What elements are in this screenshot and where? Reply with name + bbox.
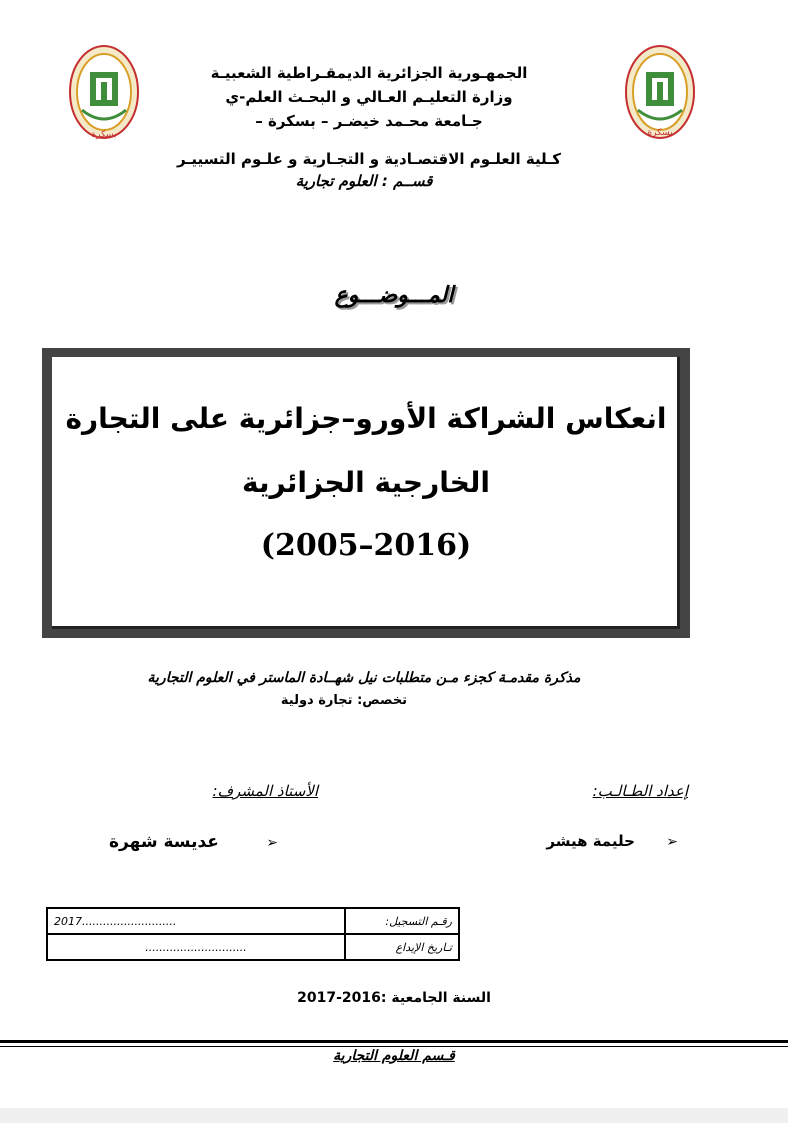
thesis-title-years: (2005–2016) <box>260 528 472 563</box>
table-row <box>47 908 459 934</box>
header-department: قســم : العلوم تجارية <box>295 172 433 190</box>
footer-rule-thick <box>0 1040 788 1043</box>
student-name: حليمة هيشر <box>546 832 635 850</box>
footer-department <box>0 1048 788 1064</box>
footer-rule-thin <box>0 1046 788 1047</box>
header-university: جـامعة محـمد خيضـر – بسكرة – <box>255 112 483 130</box>
university-logo-left <box>68 44 140 140</box>
student-entry <box>546 832 678 850</box>
arrow-bullet-icon: ➢ <box>266 835 278 851</box>
thesis-title-line-1: انعكاس الشراكة الأورو–جزائرية على التجارة <box>65 402 667 435</box>
thesis-title-line-2: الخارجية الجزائرية <box>242 466 490 499</box>
memo-description: مذكرة مقدمـة كجزء مـن متطلبات نيل شهــادة الماستر في العلوم التجارية <box>147 670 581 686</box>
header-faculty: كـلية العلـوم الاقتصـادية و التجـارية و علـوم التسييـر <box>176 150 562 168</box>
table-row <box>47 934 459 960</box>
university-logo-right <box>624 44 696 140</box>
deposit-date-label: تـاريخ الإيداع <box>345 934 459 960</box>
specialization: تخصص: تجارة دولية <box>280 693 408 708</box>
supervisor-label: الأستاذ المشرف: <box>212 782 318 800</box>
arrow-bullet-icon: ➢ <box>666 834 678 850</box>
logo-left-caption: بسكرة <box>91 130 117 140</box>
seal-icon <box>68 44 140 140</box>
footer-department-text: قـسم العلوم التجارية <box>333 1048 455 1064</box>
deposit-date-value: ............................. <box>47 934 345 960</box>
supervisor-entry <box>109 832 278 852</box>
seal-icon <box>624 44 696 140</box>
header-republic: الجمهـورية الجزائرية الديمقـراطية الشعبيـة <box>210 64 528 82</box>
academic-year: السنة الجامعية :2016-2017 <box>297 990 491 1006</box>
registration-number-label: رقـم التسجيل: <box>345 908 459 934</box>
registration-number-value: 2017........................... <box>47 908 345 934</box>
logo-right-caption: بسكرة <box>647 128 673 138</box>
student-label: إعداد الطـالـب: <box>592 782 688 800</box>
registration-table <box>46 907 460 961</box>
header-ministry: وزارة التعليـم العـالي و البحـث العلم-ي <box>225 88 513 106</box>
subject-heading: المـــوضـــوع <box>334 283 454 308</box>
bottom-band <box>0 1108 788 1123</box>
supervisor-name: عديسة شهرة <box>109 832 219 852</box>
